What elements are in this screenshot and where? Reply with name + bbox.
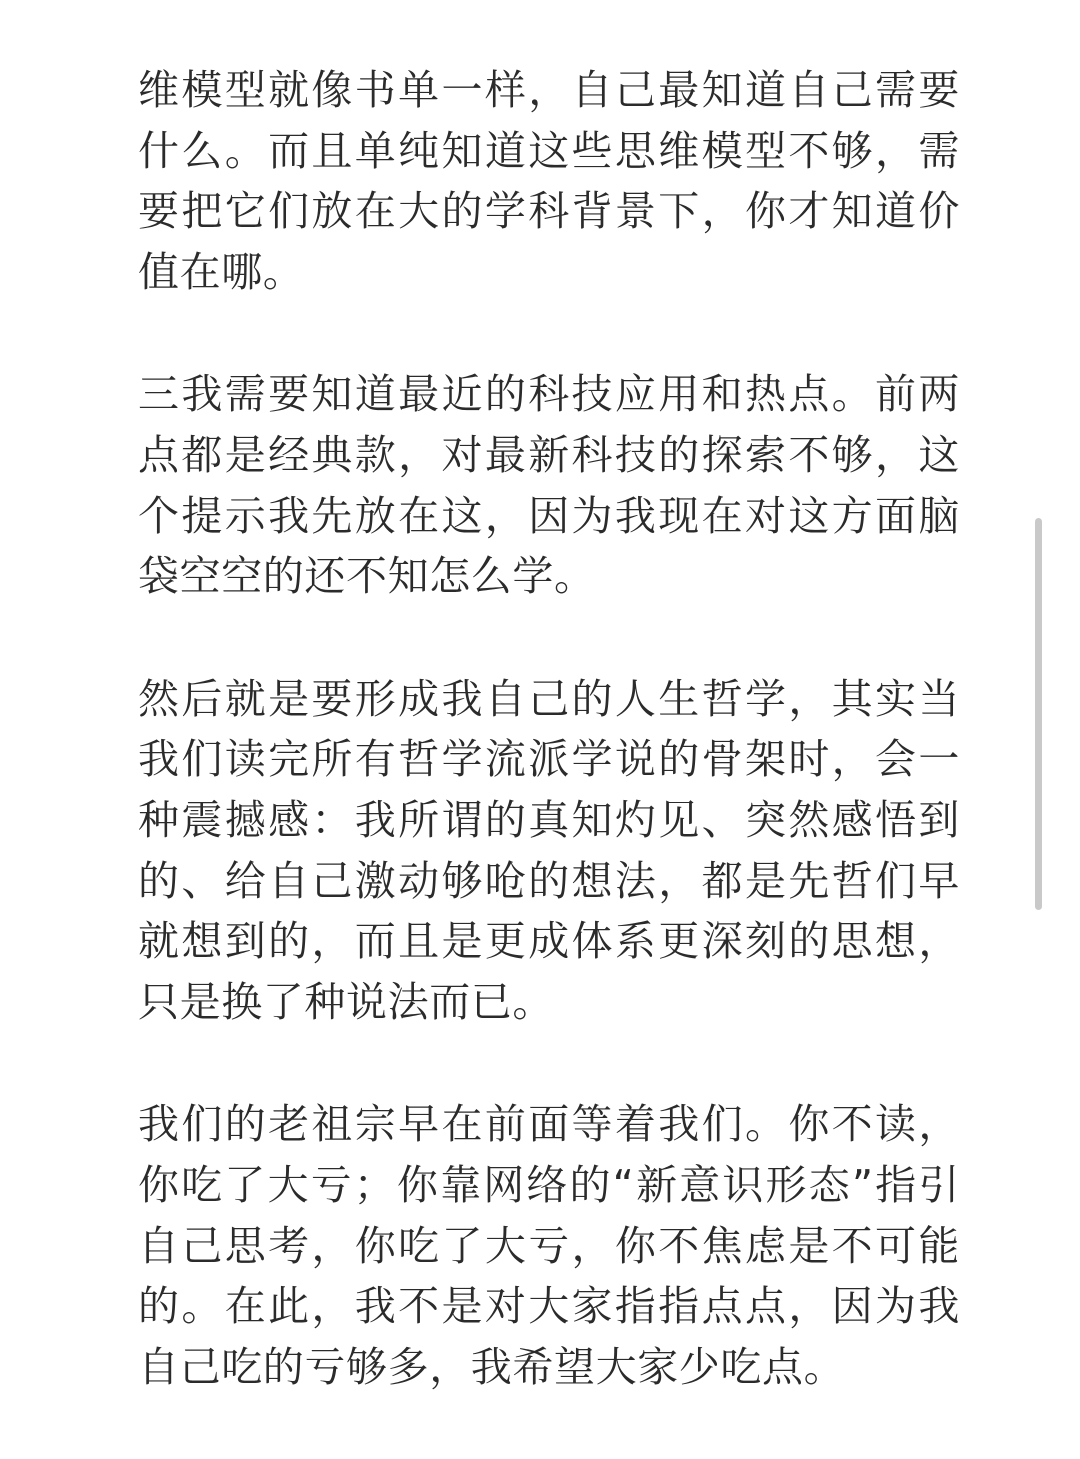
article-paragraph: 然后就是要形成我自己的人生哲学，其实当我们读完所有哲学流派学说的骨架时，会一种震撼感：我所谓的真知灼见、突然感悟到的、给自己激动够呛的想法，都是先哲们早就想到的，而且是更成体系更深刻的思想，只是换了种说法而已。 — [138, 674, 960, 1026]
vertical-scrollbar[interactable] — [1035, 518, 1042, 910]
article-body — [138, 0, 960, 1459]
article-paragraph: 我们的老祖宗早在前面等着我们。你不读，你吃了大亏；你靠网络的“新意识形态”指引自己思考，你吃了大亏，你不焦虑是不可能的。在此，我不是对大家指指点点，因为我自己吃的亏够多，我希望大家少吃点。 — [138, 1100, 960, 1391]
article-paragraph: 三我需要知道最近的科技应用和热点。前两点都是经典款，对最新科技的探索不够，这个提示我先放在这，因为我现在对这方面脑袋空空的还不知怎么学。 — [138, 370, 960, 601]
article-paragraph: 维模型就像书单一样，自己最知道自己需要什么。而且单纯知道这些思维模型不够，需要把它们放在大的学科背景下，你才知道价值在哪。 — [138, 66, 960, 296]
